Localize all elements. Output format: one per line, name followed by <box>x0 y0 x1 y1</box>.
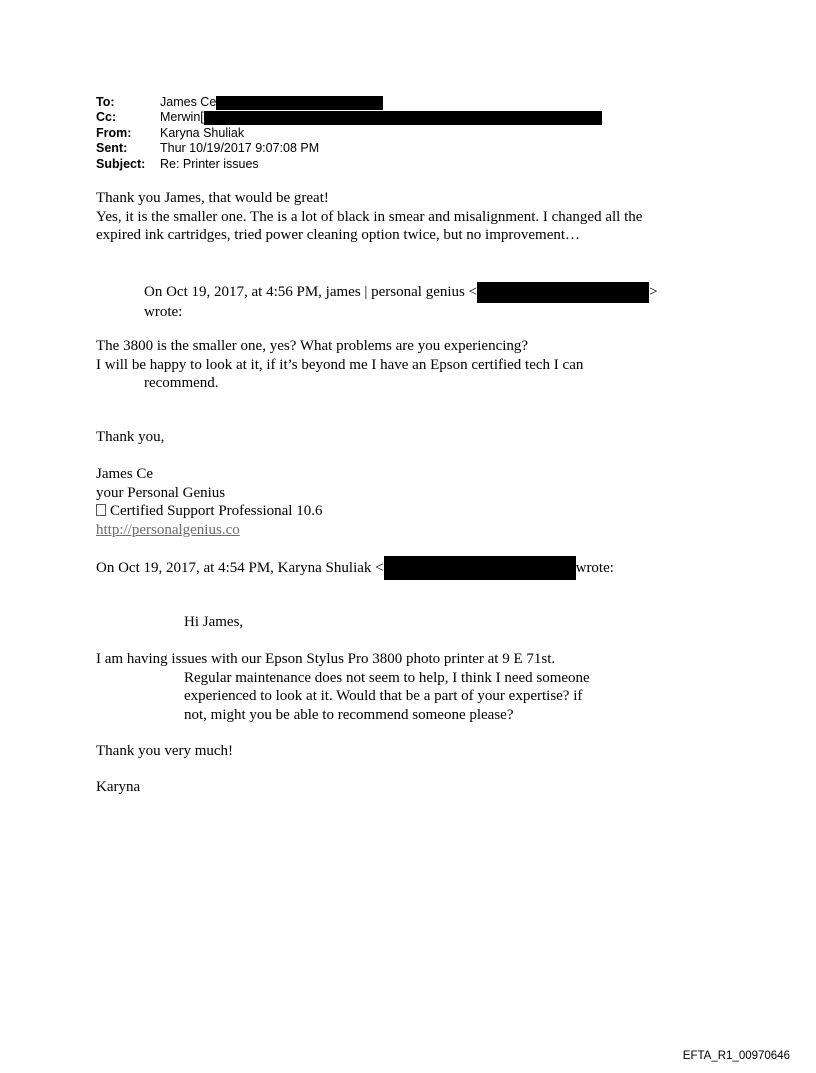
signature-link[interactable]: http://personalgenius.co <box>96 521 240 538</box>
quote2-body <box>96 650 590 724</box>
signature-cert-text: Certified Support Professional 10.6 <box>110 503 323 519</box>
quote1-intro <box>144 282 658 322</box>
from-row <box>96 126 602 141</box>
redaction-bar <box>384 556 576 580</box>
reply-body <box>96 189 642 245</box>
quote2-line: I am having issues with our Epson Stylus Pro 3800 photo printer at 9 E 71st. <box>96 651 556 667</box>
quote2-wrote: wrote: <box>575 559 614 576</box>
signature-title: your Personal Genius <box>96 484 226 501</box>
quote2-signoff: Karyna <box>96 779 141 795</box>
sent-label: Sent: <box>96 141 128 156</box>
to-label: To: <box>96 95 115 109</box>
signature <box>96 465 322 539</box>
quote1-line: The 3800 is the smaller one, yes? What problems are you experiencing? <box>96 338 529 354</box>
quote2-line: not, might you be able to recommend someone please? <box>184 706 514 723</box>
quote1-thanks: Thank you, <box>96 429 165 445</box>
quote2-line: Regular maintenance does not seem to help, I think I need someone <box>184 669 590 686</box>
signature-cert <box>96 502 322 521</box>
cc-label: Cc: <box>96 110 117 125</box>
cc-value: Merwin[ <box>160 110 204 125</box>
quote2-intro-text: On Oct 19, 2017, at 4:54 PM, Karyna Shuliak < <box>96 559 384 576</box>
to-row <box>96 95 602 110</box>
quote1-line: recommend. <box>144 375 219 391</box>
quote1-intro-text: On Oct 19, 2017, at 4:56 PM, james | personal genius < <box>144 284 478 301</box>
quote2-line: experienced to look at it. Would that be a part of your expertise? if <box>184 688 583 704</box>
redaction-bar <box>216 96 383 110</box>
quote2-intro <box>96 556 614 580</box>
quote2-thanks: Thank you very much! <box>96 743 234 759</box>
redaction-bar <box>477 282 649 303</box>
reply-line: expired ink cartridges, tried power cleaning option twice, but no improvement… <box>96 227 581 243</box>
quote2-greeting: Hi James, <box>184 614 244 630</box>
sent-row <box>96 141 602 156</box>
subject-row <box>96 157 602 172</box>
missing-glyph-icon <box>96 504 106 516</box>
quote1-wrote: wrote: <box>144 304 183 320</box>
signature-name: James Ce <box>96 466 154 482</box>
sent-value: Thur 10/19/2017 9:07:08 PM <box>160 141 320 156</box>
reply-line: Thank you James, that would be great! <box>96 190 329 206</box>
from-label: From: <box>96 125 132 140</box>
quote1-body <box>96 337 583 393</box>
redaction-bar <box>204 111 602 125</box>
to-value: James Ce <box>160 95 217 109</box>
reply-line: Yes, it is the smaller one. The is a lot of black in smear and misalignment. I changed all the <box>96 208 643 225</box>
from-value: Karyna Shuliak <box>160 125 245 140</box>
quote1-line: I will be happy to look at it, if it’s beyond me I have an Epson certified tech I can <box>96 356 584 373</box>
email-header <box>96 95 602 172</box>
quote1-intro-bracket: > <box>649 284 658 301</box>
cc-row <box>96 110 602 125</box>
subject-label: Subject: <box>96 156 146 171</box>
subject-value: Re: Printer issues <box>160 156 259 171</box>
document-id: EFTA_R1_00970646 <box>682 1050 790 1062</box>
